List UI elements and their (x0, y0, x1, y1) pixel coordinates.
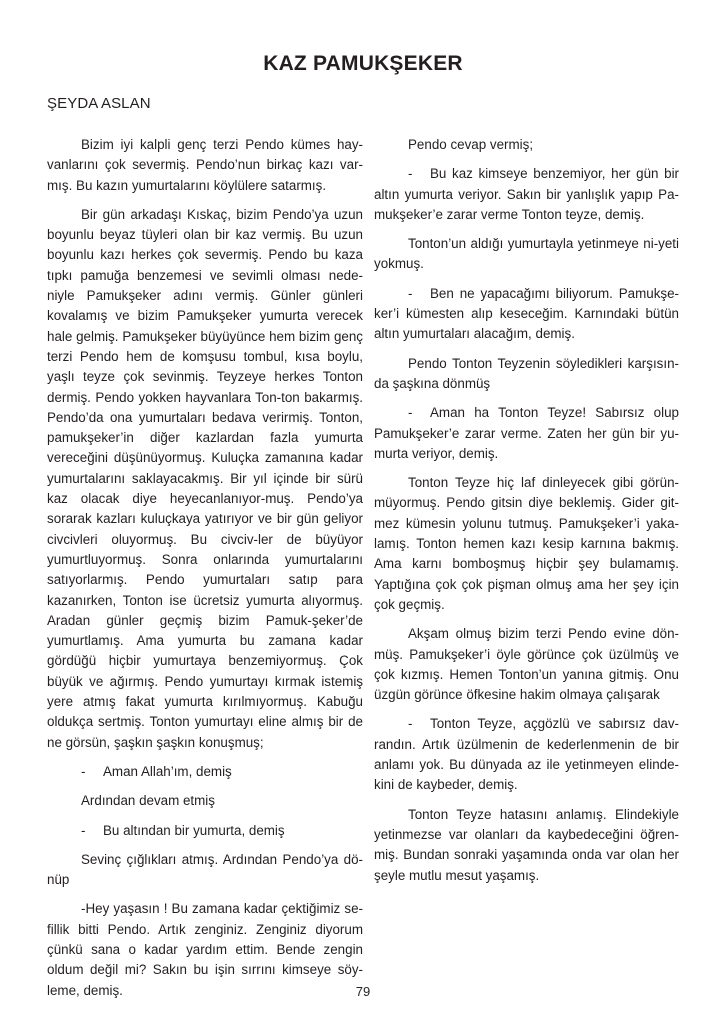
paragraph: Sevinç çığlıkları atmış. Ardından Pendo’ya dö-nüp (47, 851, 363, 888)
paragraph: Pendo cevap vermiş; (408, 137, 534, 152)
dialogue-line (374, 403, 679, 464)
paragraph: Tonton Teyze hiç laf dinleyecek gibi görün-müyormuş. Pendo gitsin diye beklemiş. Gider git-mez kümesin yolunu tutmuş. Pamukşeker’i yaka-lamış. Tonton hemen kazı kesip karnına bakmış. Ama karnı bomboşmuş hiçbir şey bulamamış. Yaptığına çok çok pişman olmuş ama her şey için çok geçmiş. (374, 475, 679, 612)
dialogue-line (374, 284, 679, 345)
paragraph: Akşam olmuş bizim terzi Pendo evine dön-müş. Pamukşeker’i öyle görünce çok üzülmüş ve çok kızmış. Hemen Tonton’un yanına gitmiş. Onu üzgün görünce öfkesine hakim olmaya çalışarak (374, 626, 679, 703)
dialogue-line (47, 762, 363, 782)
author-name: ŞEYDA ASLAN (47, 95, 151, 112)
dialogue-text: Bu kaz kimseye benzemiyor, her gün bir altın yumurta veriyor. Sakın bir yanlışlık yapıp Pa-mukşeker’e zarar verme Tonton teyze, demiş. (374, 166, 679, 222)
paragraph: Bizim iyi kalpli genç terzi Pendo kümes hay-vanlarını çok severmiş. Pendo’nun birkaç kazı var-mış. Bu kazın yumurtalarını köylülere satarmış. (47, 137, 363, 193)
dialogue-text: Aman Allah’ım, demiş (103, 763, 232, 779)
paragraph: Tonton Teyze hatasını anlamış. Elindekiyle yetinmezse var olanları da kaybedeceğini öğren-miş. Bundan sonraki yaşamında onda var olan her şeyle mutlu mesut yaşamış. (374, 806, 679, 883)
right-column (374, 135, 679, 895)
dash-mark: - (408, 405, 413, 421)
paragraph: Ardından devam etmiş (81, 793, 215, 809)
dialogue-line (47, 821, 363, 841)
dialogue-text: Tonton Teyze, açgözlü ve sabırsız dav-randın. Artık üzülmenin de kederlenmenin de bir anlamı yok. Bu dünyada az ile yetinmeyen elinde-kini de kaybeder, demiş. (374, 716, 679, 793)
story-title: KAZ PAMUKŞEKER (263, 52, 463, 75)
dialogue-line (374, 164, 679, 225)
paragraph: Pendo Tonton Teyzenin söyledikleri karşısın-da şaşkına dönmüş (374, 355, 679, 391)
dash-mark: - (81, 763, 86, 779)
dash-mark: - (408, 285, 413, 301)
paragraph: Bir gün arkadaşı Kıskaç, bizim Pendo’ya uzun boyunlu beyaz tüyleri olan bir kaz vermiş. Bu uzun boyunlu kazı herkes çok severmiş. Pendo bu kaza tıpkı pamuğa benzemesi ve sevimli olması nede-niyle Pamukşeker adını vermiş. Günler günleri kovalamış ve bizim Pamukşeker yumurta verecek hale gelmiş. Pamukşeker büyüyünce hem bizim genç terzi Pendo hem de komşusu tombul, kısa boylu, yaşlı teyze çok sevinmiş. Teyzeye herkes Tonton dermiş. Pendo yokken hayvanlara Ton-ton bakarmış. Pendo’da ona yumurtaları bedava verirmiş. Tonton, pamukşeker’in diğer kazlardan fazla yumurta vereceğini düşünüyormuş. Kuluçka zamanına kadar yumurtalarını saklayacakmış. Bir yıl içinde bir sürü kaz olacak diye heyecanlanıyor-muş. Pendo’ya sorarak kazları kuluçkaya yatırıyor ve bir gün geliyor civcivleri oluyormuş. Bu civciv-ler de büyüyor yumurtluyormuş. Sonra onlarında yumurtalarını satıyorlarmış. Pendo yumurtaları satıp para kazanırken, Tonton ise ücretsiz yumurta alıyormuş. Aradan günler geçmiş bizim Pamuk-şeker’de yumurtlamış. Ama yumurta bu zamana kadar gördüğü hiçbir yumurtaya benzemiyormuş. Çok büyük ve ağırmış. Pendo yumurtayı kırmak istemiş yere atmış fakat yumurta kırılmıyormuş. Kabuğu oldukça sertmiş. Tonton yumurtayı eline almış bir de ne görsün, şaşkın şaşkın konuşmuş; (47, 206, 363, 750)
dialogue-line (374, 714, 679, 795)
paragraph: -Hey yaşasın ! Bu zamana kadar çektiğimiz se-fillik bitti Pendo. Artık zenginiz. Zenginiz diyorum çünkü sana o kadar yardım ettim. Bende zengin oldum değil mi? Sakın bu işin sırrını kimseye söy-leme, demiş. (47, 901, 363, 998)
dialogue-text: Bu altından bir yumurta, demiş (103, 822, 285, 838)
dialogue-text: Ben ne yapacağımı biliyorum. Pamukşe-ker’i kümesten alıp keseceğim. Karnındaki bütün altın yumurtaları alacağım, demiş. (374, 285, 679, 342)
dialogue-text: Aman ha Tonton Teyze! Sabırsız olup Pamukşeker’e zarar verme. Zaten her gün bir yu-murta veriyor, demiş. (374, 405, 679, 461)
page-number: 79 (355, 984, 371, 999)
left-column (47, 135, 363, 1010)
paragraph: Tonton’un aldığı yumurtayla yetinmeye ni-yeti yokmuş. (374, 236, 679, 272)
dash-mark: - (408, 716, 413, 732)
dash-mark: - (408, 166, 413, 182)
dash-mark: - (81, 822, 86, 838)
